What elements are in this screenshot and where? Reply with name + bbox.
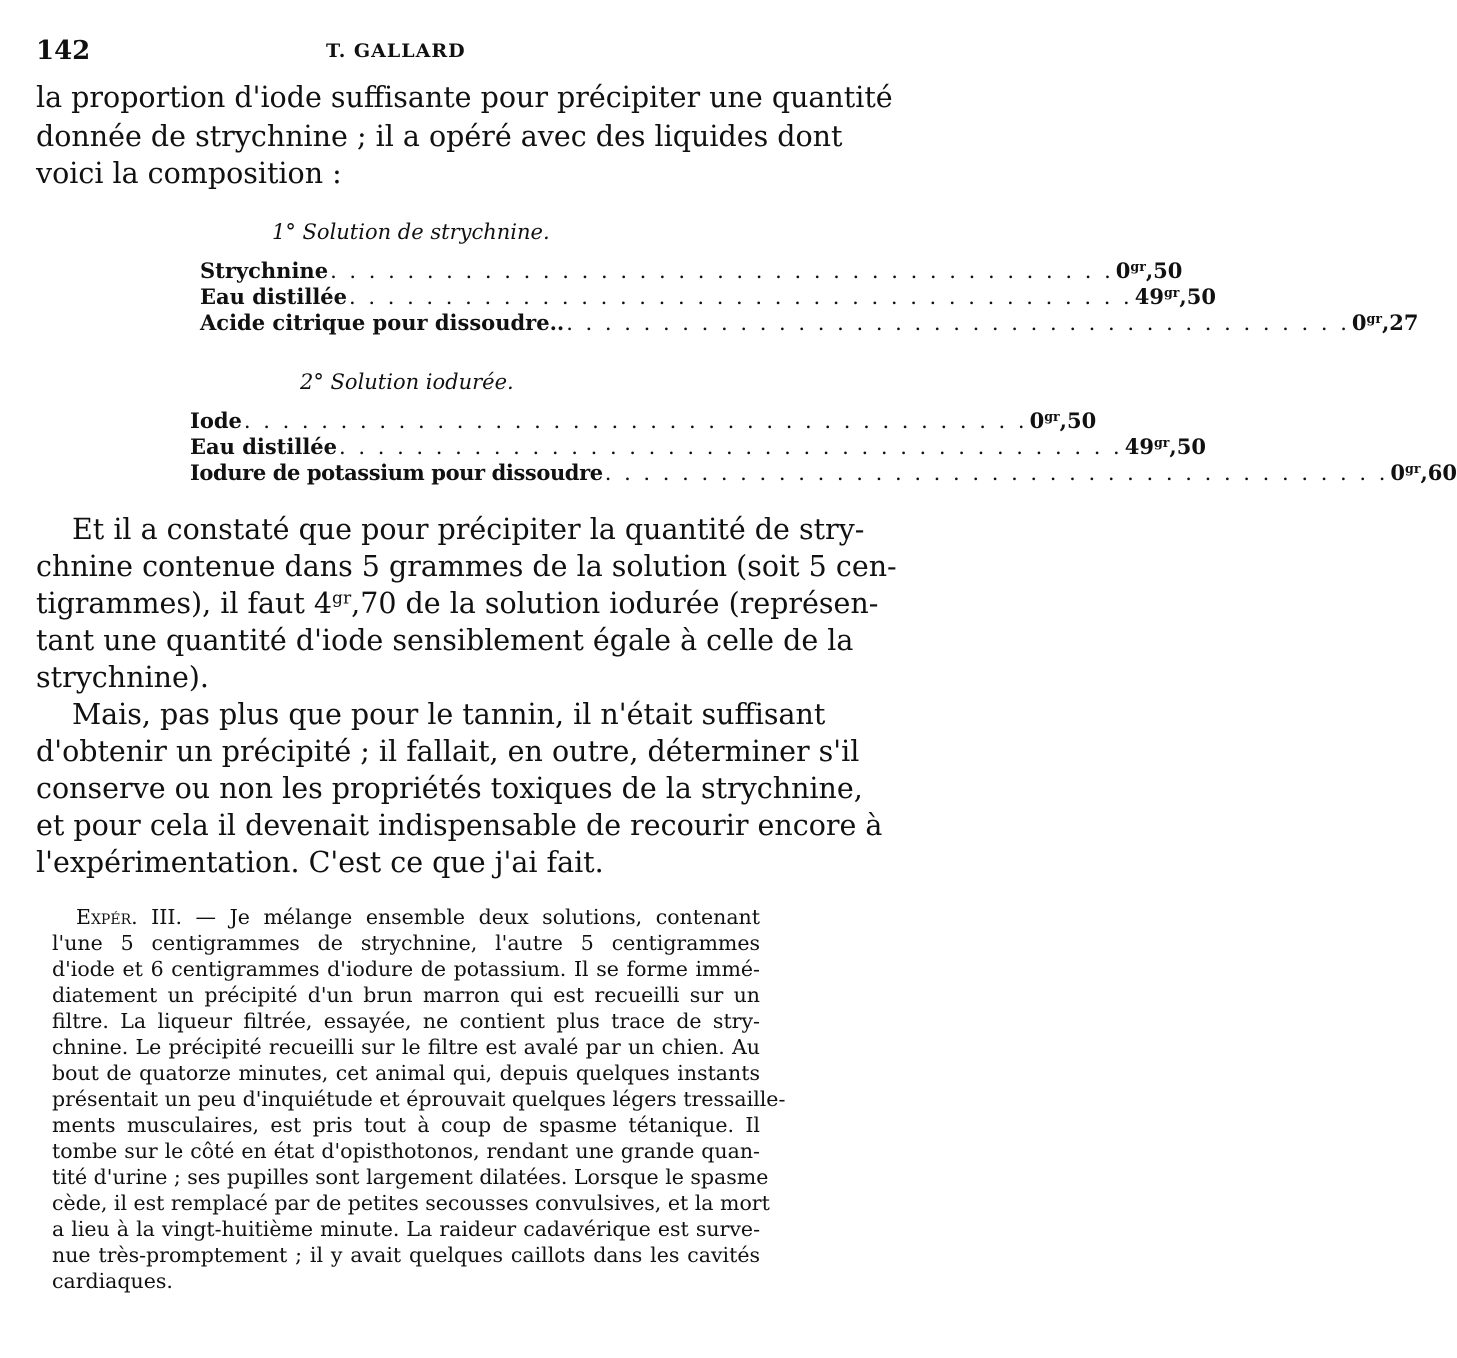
row-label: Strychnine bbox=[200, 258, 329, 283]
solution2-row-3 bbox=[190, 460, 1457, 486]
solution1-row-2 bbox=[200, 284, 1216, 310]
solution2-row-2 bbox=[190, 434, 1206, 460]
experiment-line: tité d'urine ; ses pupilles sont largement dilatées. Lorsque le spasme bbox=[52, 1165, 769, 1189]
experiment-line: bout de quatorze minutes, cet animal qui, depuis quelques instants bbox=[52, 1061, 760, 1085]
row-label: Eau distillée bbox=[200, 284, 348, 309]
experiment-line: filtre. La liqueur filtrée, essayée, ne contient plus trace de stry- bbox=[52, 1009, 760, 1033]
experiment-line: a lieu à la vingt-huitième minute. La raideur cadavérique est surve- bbox=[52, 1217, 760, 1241]
intro-line-2: donnée de strychnine ; il a opéré avec des liquides dont bbox=[36, 120, 843, 153]
row-value: $0^{gr},60$ bbox=[1390, 460, 1457, 485]
paragraph2-line-4: et pour cela il devenait indispensable de recourir encore à bbox=[36, 809, 883, 842]
row-label: Iode bbox=[190, 408, 242, 433]
leader-dots bbox=[337, 434, 1125, 460]
experiment-line: nue très-promptement ; il y avait quelques caillots dans les cavités bbox=[52, 1243, 760, 1267]
row-label: Acide citrique pour dissoudre.. bbox=[200, 310, 565, 335]
paragraph2-line-2: d'obtenir un précipité ; il fallait, en outre, déterminer s'il bbox=[36, 735, 860, 768]
row-value: $49^{gr},50$ bbox=[1124, 434, 1206, 459]
experiment-line: tombe sur le côté en état d'opisthotonos, rendant une grande quan- bbox=[52, 1139, 760, 1163]
row-value: $49^{gr},50$ bbox=[1134, 284, 1216, 309]
experiment-line: chnine. Le précipité recueilli sur le filtre est avalé par un chien. Au bbox=[52, 1035, 760, 1059]
intro-line-1: la proportion d'iode suffisante pour précipiter une quantité bbox=[36, 81, 893, 114]
leader-dots bbox=[564, 310, 1352, 336]
experiment-line-1: Expér. III. — Je mélange ensemble deux solutions, contenant bbox=[76, 905, 760, 929]
paragraph1-line-5: strychnine). bbox=[36, 661, 209, 694]
solution1-row-1 bbox=[200, 258, 1183, 284]
row-label: Eau distillée bbox=[190, 434, 338, 459]
paragraph1-line-2: chnine contenue dans 5 grammes de la solution (soit 5 cen- bbox=[36, 550, 897, 583]
paragraph1-line-1: Et il a constaté que pour précipiter la quantité de stry- bbox=[72, 513, 865, 546]
experiment-line: cède, il est remplacé par de petites secousses convulsives, et la mort bbox=[52, 1191, 770, 1215]
leader-dots bbox=[603, 460, 1391, 486]
page-number: 142 bbox=[36, 36, 91, 66]
paragraph1-line-4: tant une quantité d'iode sensiblement égale à celle de la bbox=[36, 624, 854, 657]
running-title: T. GALLARD bbox=[326, 40, 466, 62]
experiment-line: ments musculaires, est pris tout à coup de spasme tétanique. Il bbox=[52, 1113, 760, 1137]
solution1-row-3 bbox=[200, 310, 1419, 336]
row-value: $0^{gr},50$ bbox=[1029, 408, 1097, 433]
leader-dots bbox=[347, 284, 1135, 310]
experiment-line: l'une 5 centigrammes de strychnine, l'autre 5 centigrammes bbox=[52, 931, 760, 955]
solution2-title: 2° Solution iodurée. bbox=[300, 370, 514, 394]
intro-line-3: voici la composition : bbox=[36, 157, 342, 190]
paragraph2-line-5: l'expérimentation. C'est ce que j'ai fait. bbox=[36, 846, 604, 879]
experiment-label: Expér. III. bbox=[76, 905, 182, 929]
row-label: Iodure de potassium pour dissoudre bbox=[190, 460, 603, 485]
solution2-row-1 bbox=[190, 408, 1097, 434]
experiment-line: diatement un précipité d'un brun marron qui est recueilli sur un bbox=[52, 983, 760, 1007]
solution1-title: 1° Solution de strychnine. bbox=[272, 220, 550, 244]
paragraph2-line-1: Mais, pas plus que pour le tannin, il n'était suffisant bbox=[72, 698, 826, 731]
paragraph1-line-3: tigrammes), il faut $4^{gr},70$ de la solution iodurée (représen- bbox=[36, 587, 879, 620]
experiment-line: présentait un peu d'inquiétude et éprouvait quelques légers tressaille- bbox=[52, 1087, 786, 1111]
experiment-line: d'iode et 6 centigrammes d'iodure de potassium. Il se forme immé- bbox=[52, 957, 760, 981]
row-value: $0^{gr},50$ bbox=[1115, 258, 1183, 283]
row-value: $0^{gr},27$ bbox=[1351, 310, 1419, 335]
leader-dots bbox=[242, 408, 1030, 434]
paragraph2-line-3: conserve ou non les propriétés toxiques de la strychnine, bbox=[36, 772, 863, 805]
leader-dots bbox=[328, 258, 1116, 284]
experiment-line: cardiaques. bbox=[52, 1269, 173, 1293]
